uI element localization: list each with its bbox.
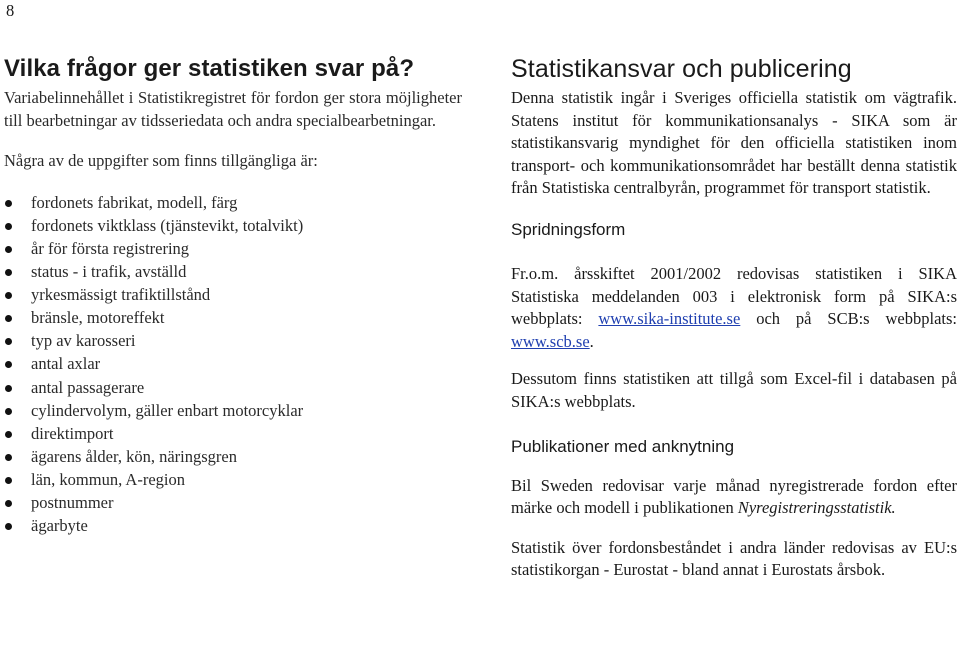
list-item: ägarens ålder, kön, näringsgren [4,445,466,468]
dessutom-paragraph: Dessutom finns statistiken att tillgå som Excel-fil i databasen på SIKA:s webbplats. [511,369,957,411]
bullet-icon [5,361,12,368]
list-item: fordonets viktklass (tjänstevikt, totalvikt) [4,214,466,237]
scb-website-link[interactable]: www.scb.se [511,331,590,351]
variable-list [4,191,466,537]
subheading-publikationer: Publikationer med anknytning [511,436,735,456]
bullet-icon [5,523,12,530]
section-heading-responsibility: Statistikansvar och publicering [511,55,852,83]
right-column [511,54,957,582]
list-item: fordonets fabrikat, modell, färg [4,191,466,214]
bullet-icon [5,223,12,230]
bil-sweden-paragraph: Bil Sweden redovisar varje månad nyregistrerade fordon efter märke och modell i publikationen Nyregistreringsstatistik. [511,475,957,518]
bullet-icon [5,315,12,322]
section-heading-questions: Vilka frågor ger statistiken svar på? [4,55,415,82]
list-item: antal axlar [4,352,466,375]
page-number: 8 [6,1,15,20]
eurostat-paragraph: Statistik över fordonsbeståndet i andra länder redovisas av EU:s statistikorgan - Eurostat - bland annat i Eurostats årsbok. [511,537,957,580]
list-item: antal passagerare [4,376,466,399]
list-item: cylindervolym, gäller enbart motorcyklar [4,399,466,422]
list-item: status - i trafik, avställd [4,260,466,283]
intro-paragraph: Variabelinnehållet i Statistikregistret för fordon ger stora möjligheter till bearbetningar av tidsseriedata och andra specialbearbetningar. [4,88,462,130]
list-item: län, kommun, A-region [4,468,466,491]
list-item: typ av karosseri [4,329,466,352]
left-column [4,54,466,537]
bullet-icon [5,246,12,253]
list-item: postnummer [4,491,466,514]
list-lead: Några av de uppgifter som finns tillgängliga är: [4,151,318,171]
bullet-icon [5,269,12,276]
bullet-icon [5,454,12,461]
bullet-icon [5,408,12,415]
bullet-icon [5,500,12,507]
bullet-icon [5,385,12,392]
bullet-icon [5,477,12,484]
list-item: ägarbyte [4,514,466,537]
bullet-icon [5,338,12,345]
list-item: direktimport [4,422,466,445]
sika-website-link[interactable]: www.sika-institute.se [598,309,741,329]
responsibility-paragraph: Denna statistik ingår i Sveriges officiella statistik om vägtrafik. Statens institut för kommunikationsanalys - SIKA som är statistikansvarig myndighet för den officiella statistiken inom transport- och kommunikationsområdet har beställt denna statistik från Statistiska centralbyrån, programmet för transport statistik. [511,88,957,198]
bullet-icon [5,292,12,299]
list-item: bränsle, motoreffekt [4,306,466,329]
bullet-icon [5,200,12,207]
spridning-paragraph: Fr.o.m. årsskiftet 2001/2002 redovisas statistiken i SIKA Statistiska meddelanden 003 i elektronisk form på SIKA:s webbplats: www.sika-institute.se och på SCB:s webbplats: www.scb.se. [511,263,957,351]
publication-title: Nyregistreringsstatistik. [737,498,896,518]
subheading-spridningsform: Spridningsform [511,219,626,239]
list-item: år för första registrering [4,237,466,260]
list-item: yrkesmässigt trafiktillstånd [4,283,466,306]
bullet-icon [5,431,12,438]
